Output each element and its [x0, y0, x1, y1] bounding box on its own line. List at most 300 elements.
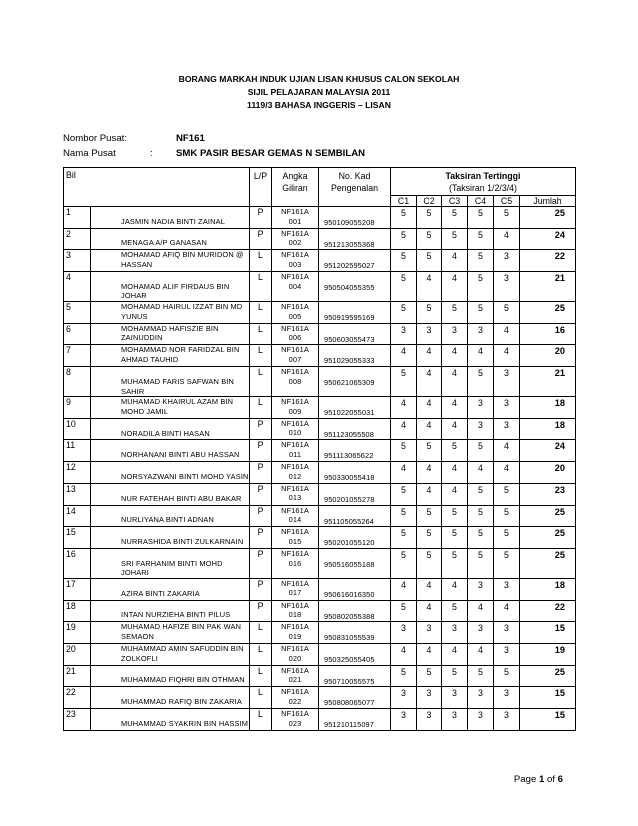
row-jumlah: 16: [520, 323, 576, 345]
row-angka-prefix: NF161A: [281, 462, 309, 472]
row-bil: 3: [64, 250, 91, 272]
row-bil: 1: [64, 207, 91, 229]
row-bil: 21: [64, 665, 91, 687]
row-gender: L: [250, 272, 272, 302]
row-jumlah: 25: [520, 302, 576, 324]
row-name-line1: MOHAMMAD HAFISZIE BIN: [121, 323, 219, 333]
row-score-c3: 5: [442, 440, 468, 462]
row-name-line1: AZIRA BINTI ZAKARIA: [121, 588, 200, 598]
row-score-c5: 5: [494, 548, 520, 578]
row-name-line1: MENAGA A/P GANASAN: [121, 238, 207, 248]
row-student-name: [91, 418, 250, 440]
row-jumlah: 25: [520, 665, 576, 687]
row-score-c1: 3: [391, 323, 417, 345]
row-score-c5: 5: [494, 665, 520, 687]
row-gender: P: [250, 228, 272, 250]
row-ic-number: [319, 302, 391, 324]
row-score-c3: 5: [442, 600, 468, 622]
header-kad-line2: Pengenalan: [331, 183, 378, 193]
row-score-c5: 3: [494, 367, 520, 397]
row-angka-giliran: [272, 272, 319, 302]
row-gender: L: [250, 397, 272, 419]
row-angka-prefix: NF161A: [281, 323, 309, 333]
row-angka-giliran: [272, 462, 319, 484]
row-gender: P: [250, 600, 272, 622]
row-angka-number: 017: [288, 588, 302, 598]
row-score-c3: 3: [442, 709, 468, 731]
row-score-c4: 5: [468, 665, 494, 687]
row-angka-giliran: [272, 709, 319, 731]
row-score-c1: 5: [391, 483, 417, 505]
row-student-name: [91, 578, 250, 600]
row-ic-value: 951202595027: [324, 261, 375, 271]
row-name-line1: MOHAMAD ALIF FIRDAUS BIN JOHAR: [121, 281, 230, 301]
row-ic-number: [319, 578, 391, 600]
row-angka-number: 001: [288, 216, 302, 226]
row-score-c3: 4: [442, 483, 468, 505]
row-score-c2: 5: [417, 250, 442, 272]
row-student-name: [91, 302, 250, 324]
table-row: [64, 622, 576, 644]
row-score-c5: 4: [494, 228, 520, 250]
row-bil: 5: [64, 302, 91, 324]
row-angka-giliran: [272, 302, 319, 324]
row-jumlah: 19: [520, 643, 576, 665]
row-score-c4: 5: [468, 228, 494, 250]
page-footer: [514, 774, 563, 785]
table-row: [64, 462, 576, 484]
row-score-c5: 3: [494, 250, 520, 272]
table-row: [64, 665, 576, 687]
row-angka-number: 019: [288, 631, 302, 641]
row-score-c2: 4: [417, 272, 442, 302]
row-angka-giliran: [272, 687, 319, 709]
header-taksiran-line1: Taksiran Tertinggi: [445, 171, 521, 181]
row-score-c1: 3: [391, 687, 417, 709]
row-score-c1: 5: [391, 548, 417, 578]
row-score-c1: 4: [391, 397, 417, 419]
row-bil: 9: [64, 397, 91, 419]
row-score-c3: 4: [442, 272, 468, 302]
row-angka-giliran: [272, 622, 319, 644]
row-score-c3: 4: [442, 643, 468, 665]
table-row: [64, 643, 576, 665]
row-score-c4: 4: [468, 600, 494, 622]
row-angka-number: 006: [288, 333, 302, 343]
row-angka-number: 018: [288, 610, 302, 620]
row-score-c2: 4: [417, 600, 442, 622]
row-name-line1: MUHAMMAD AMIN SAFUDDIN BIN: [121, 643, 244, 653]
row-jumlah: 25: [520, 505, 576, 527]
row-student-name: [91, 483, 250, 505]
row-ic-number: [319, 548, 391, 578]
table-row: [64, 367, 576, 397]
form-paper-code: 1119/3 BAHASA INGGERIS – LISAN: [247, 100, 391, 110]
row-score-c2: 5: [417, 302, 442, 324]
row-name-line1: INTAN NURZIEHA BINTI PILUS: [121, 610, 231, 620]
row-score-c1: 5: [391, 600, 417, 622]
row-jumlah: 25: [520, 548, 576, 578]
row-score-c2: 4: [417, 345, 442, 367]
row-angka-prefix: NF161A: [281, 302, 309, 312]
row-student-name: [91, 527, 250, 549]
row-angka-number: 002: [288, 238, 302, 248]
row-angka-prefix: NF161A: [281, 600, 309, 610]
row-score-c2: 3: [417, 687, 442, 709]
row-ic-value: 950710055575: [324, 676, 375, 686]
table-body: [64, 207, 576, 731]
row-score-c4: 3: [468, 397, 494, 419]
row-score-c1: 4: [391, 462, 417, 484]
header-angka-giliran: [272, 168, 319, 207]
row-jumlah: 22: [520, 250, 576, 272]
header-bil: Bil: [64, 168, 250, 207]
row-score-c2: 5: [417, 665, 442, 687]
row-angka-number: 016: [288, 558, 302, 568]
row-score-c4: 5: [468, 440, 494, 462]
row-score-c5: 4: [494, 345, 520, 367]
row-jumlah: 20: [520, 462, 576, 484]
row-score-c5: 5: [494, 527, 520, 549]
marks-table: [63, 167, 576, 731]
header-angka-line2: Giliran: [282, 183, 308, 193]
row-student-name: [91, 207, 250, 229]
row-angka-number: 003: [288, 259, 302, 269]
header-lp: L/P: [250, 168, 272, 207]
table-row: [64, 397, 576, 419]
row-score-c5: 3: [494, 578, 520, 600]
row-angka-prefix: NF161A: [281, 548, 309, 558]
row-name-line2: YUNUS: [121, 311, 148, 321]
page-word: Page: [513, 774, 537, 785]
row-student-name: [91, 228, 250, 250]
table-row: [64, 505, 576, 527]
row-bil: 18: [64, 600, 91, 622]
row-ic-value: 951113065622: [324, 451, 374, 461]
row-angka-giliran: [272, 345, 319, 367]
row-score-c4: 4: [468, 462, 494, 484]
row-ic-value: 950504055355: [324, 283, 375, 293]
row-score-c5: 4: [494, 462, 520, 484]
row-student-name: [91, 548, 250, 578]
row-name-line1: SRI FARHANIM BINTI MOHD JOHARI: [121, 558, 223, 578]
row-score-c3: 3: [442, 622, 468, 644]
row-ic-value: 951029055333: [324, 356, 375, 366]
row-bil: 20: [64, 643, 91, 665]
row-gender: P: [250, 462, 272, 484]
row-angka-number: 015: [288, 536, 302, 546]
row-ic-value: 950330055418: [324, 473, 375, 483]
row-score-c2: 5: [417, 505, 442, 527]
row-score-c2: 4: [417, 397, 442, 419]
row-gender: L: [250, 250, 272, 272]
row-angka-prefix: NF161A: [281, 578, 309, 588]
row-bil: 2: [64, 228, 91, 250]
row-ic-number: [319, 665, 391, 687]
row-gender: P: [250, 527, 272, 549]
row-angka-number: 023: [288, 718, 302, 728]
centre-name-value: SMK PASIR BESAR GEMAS N SEMBILAN: [176, 148, 366, 159]
row-score-c3: 5: [442, 527, 468, 549]
row-score-c4: 3: [468, 687, 494, 709]
row-score-c1: 4: [391, 418, 417, 440]
row-student-name: [91, 345, 250, 367]
row-ic-value: 950919595169: [324, 313, 375, 323]
row-student-name: [91, 600, 250, 622]
row-angka-prefix: NF161A: [281, 483, 309, 493]
row-score-c3: 4: [442, 397, 468, 419]
row-bil: 17: [64, 578, 91, 600]
row-score-c3: 5: [442, 505, 468, 527]
row-ic-value: 950621065309: [324, 378, 375, 388]
row-ic-value: 950616016350: [324, 589, 375, 599]
row-name-line1: NURLIYANA BINTI ADNAN: [121, 515, 214, 525]
form-title: BORANG MARKAH INDUK UJIAN LISAN KHUSUS CALON SEKOLAH: [178, 74, 460, 84]
row-score-c3: 5: [442, 207, 468, 229]
row-jumlah: 15: [520, 709, 576, 731]
row-ic-number: [319, 250, 391, 272]
row-ic-number: [319, 643, 391, 665]
row-score-c4: 3: [468, 709, 494, 731]
row-name-line1: MOHAMAD HAIRUL IZZAT BIN MD: [121, 302, 243, 312]
row-score-c1: 5: [391, 665, 417, 687]
row-score-c4: 5: [468, 302, 494, 324]
row-jumlah: 25: [520, 207, 576, 229]
row-jumlah: 20: [520, 345, 576, 367]
row-name-line1: JASMIN NADIA BINTI ZAINAL: [121, 216, 225, 226]
row-ic-number: [319, 483, 391, 505]
row-score-c5: 4: [494, 440, 520, 462]
row-jumlah: 18: [520, 397, 576, 419]
row-student-name: [91, 622, 250, 644]
row-gender: L: [250, 345, 272, 367]
row-angka-prefix: NF161A: [281, 665, 309, 675]
row-score-c5: 3: [494, 643, 520, 665]
header-kad-line1: No. Kad: [338, 171, 371, 181]
row-score-c1: 3: [391, 709, 417, 731]
header-jumlah: Jumlah: [520, 196, 576, 207]
row-ic-value: 950201055120: [324, 538, 375, 548]
row-bil: 11: [64, 440, 91, 462]
row-angka-giliran: [272, 643, 319, 665]
row-angka-prefix: NF161A: [281, 505, 309, 515]
row-student-name: [91, 367, 250, 397]
row-angka-number: 004: [288, 281, 302, 291]
row-ic-number: [319, 367, 391, 397]
row-angka-prefix: NF161A: [281, 418, 309, 428]
row-name-line1: NURRASHIDA BINTI ZULKARNAIN: [121, 537, 244, 547]
row-angka-giliran: [272, 228, 319, 250]
row-score-c5: 4: [494, 323, 520, 345]
row-bil: 13: [64, 483, 91, 505]
row-jumlah: 25: [520, 527, 576, 549]
row-ic-number: [319, 622, 391, 644]
row-angka-number: 005: [288, 311, 302, 321]
table-row: [64, 709, 576, 731]
row-angka-number: 022: [288, 696, 302, 706]
row-angka-prefix: NF161A: [281, 687, 309, 697]
row-angka-giliran: [272, 548, 319, 578]
row-gender: P: [250, 440, 272, 462]
table-row: [64, 250, 576, 272]
row-score-c2: 3: [417, 622, 442, 644]
row-angka-number: 021: [288, 675, 302, 685]
table-row: [64, 345, 576, 367]
table-row: [64, 302, 576, 324]
row-score-c3: 3: [442, 323, 468, 345]
row-angka-giliran: [272, 505, 319, 527]
row-ic-value: 950516055188: [324, 559, 375, 569]
row-score-c3: 3: [442, 687, 468, 709]
row-score-c1: 5: [391, 272, 417, 302]
row-score-c1: 4: [391, 578, 417, 600]
row-ic-number: [319, 600, 391, 622]
row-score-c3: 4: [442, 367, 468, 397]
row-angka-prefix: NF161A: [281, 622, 309, 632]
row-jumlah: 18: [520, 418, 576, 440]
row-score-c4: 5: [468, 505, 494, 527]
row-ic-number: [319, 505, 391, 527]
row-angka-giliran: [272, 578, 319, 600]
row-score-c5: 3: [494, 622, 520, 644]
row-ic-value: 950325055405: [324, 654, 375, 664]
row-student-name: [91, 709, 250, 731]
row-score-c2: 5: [417, 228, 442, 250]
row-score-c2: 3: [417, 323, 442, 345]
row-bil: 8: [64, 367, 91, 397]
row-score-c1: 5: [391, 228, 417, 250]
row-gender: L: [250, 323, 272, 345]
row-ic-value: 950109055208: [324, 218, 375, 227]
row-score-c1: 5: [391, 367, 417, 397]
row-score-c2: 5: [417, 527, 442, 549]
row-bil: 6: [64, 323, 91, 345]
page-total: 6: [557, 774, 563, 785]
row-ic-number: [319, 418, 391, 440]
row-score-c5: 3: [494, 272, 520, 302]
row-score-c4: 3: [468, 323, 494, 345]
row-score-c2: 4: [417, 367, 442, 397]
row-score-c5: 5: [494, 505, 520, 527]
row-name-line2: AHMAD TAUHID: [121, 355, 179, 365]
row-score-c3: 4: [442, 578, 468, 600]
row-angka-giliran: [272, 367, 319, 397]
row-jumlah: 23: [520, 483, 576, 505]
form-subtitle: SIJIL PELAJARAN MALAYSIA 2011: [247, 87, 391, 97]
row-score-c2: 4: [417, 462, 442, 484]
row-angka-prefix: NF161A: [281, 397, 309, 407]
row-angka-number: 013: [288, 493, 302, 503]
row-name-line1: MUHAMAD FARIS SAFWAN BIN SAHIR: [121, 376, 234, 396]
table-row: [64, 207, 576, 229]
row-angka-prefix: NF161A: [281, 228, 309, 238]
row-angka-giliran: [272, 600, 319, 622]
row-student-name: [91, 440, 250, 462]
table-row: [64, 600, 576, 622]
row-gender: P: [250, 505, 272, 527]
row-gender: L: [250, 367, 272, 397]
row-angka-number: 012: [288, 471, 302, 481]
row-ic-number: [319, 323, 391, 345]
header-taksiran: [391, 168, 576, 196]
centre-name-label: Nama Pusat: [63, 148, 116, 159]
page-number: 1: [538, 774, 545, 785]
row-angka-number: 009: [288, 406, 302, 416]
row-angka-prefix: NF161A: [281, 345, 309, 355]
row-ic-number: [319, 228, 391, 250]
row-score-c2: 5: [417, 548, 442, 578]
header-c5: C5: [494, 196, 520, 207]
header-c2: C2: [417, 196, 442, 207]
table-row: [64, 548, 576, 578]
row-score-c5: 5: [494, 483, 520, 505]
row-angka-giliran: [272, 440, 319, 462]
row-jumlah: 15: [520, 687, 576, 709]
row-bil: 19: [64, 622, 91, 644]
row-gender: P: [250, 578, 272, 600]
row-name-line2: MOHD JAMIL: [121, 406, 169, 416]
row-score-c2: 3: [417, 709, 442, 731]
row-jumlah: 15: [520, 622, 576, 644]
row-ic-value: 951022055031: [324, 408, 375, 418]
row-score-c3: 5: [442, 548, 468, 578]
row-name-line2: ZAINUDDIN: [121, 333, 163, 343]
row-angka-prefix: NF161A: [281, 709, 309, 719]
row-angka-giliran: [272, 665, 319, 687]
row-gender: L: [250, 622, 272, 644]
row-name-line2: SEMAON: [121, 631, 154, 641]
row-name-line1: NORSYAZWANI BINTI MOHD YASIN: [121, 471, 249, 481]
table-row: [64, 527, 576, 549]
row-bil: 22: [64, 687, 91, 709]
row-ic-number: [319, 272, 391, 302]
table-row: [64, 440, 576, 462]
row-score-c4: 5: [468, 483, 494, 505]
table-row: [64, 483, 576, 505]
table-row: [64, 272, 576, 302]
row-bil: 4: [64, 272, 91, 302]
row-angka-giliran: [272, 418, 319, 440]
row-ic-value: 951123055508: [324, 429, 374, 439]
row-angka-giliran: [272, 250, 319, 272]
centre-number-label: Nombor Pusat:: [63, 133, 127, 144]
row-gender: P: [250, 207, 272, 229]
row-angka-number: 010: [288, 428, 302, 438]
header-angka-line1: Angka: [282, 171, 308, 181]
row-name-line1: MUHAMMAD FIQHRI BIN OTHMAN: [121, 675, 245, 685]
row-gender: P: [250, 483, 272, 505]
page-of-word: of: [546, 774, 555, 785]
header-c4: C4: [468, 196, 494, 207]
row-angka-prefix: NF161A: [281, 440, 309, 450]
row-angka-giliran: [272, 483, 319, 505]
row-student-name: [91, 687, 250, 709]
header-c1: C1: [391, 196, 417, 207]
row-score-c3: 4: [442, 418, 468, 440]
row-score-c4: 4: [468, 345, 494, 367]
row-angka-prefix: NF161A: [281, 527, 309, 537]
row-score-c1: 5: [391, 527, 417, 549]
row-score-c2: 5: [417, 207, 442, 229]
row-student-name: [91, 323, 250, 345]
row-student-name: [91, 643, 250, 665]
row-score-c1: 5: [391, 250, 417, 272]
row-ic-value: 951105055264: [324, 516, 374, 526]
row-angka-prefix: NF161A: [281, 643, 309, 653]
row-score-c2: 4: [417, 483, 442, 505]
row-angka-prefix: NF161A: [281, 250, 309, 260]
row-name-line1: NORADILA BINTI HASAN: [121, 428, 210, 438]
